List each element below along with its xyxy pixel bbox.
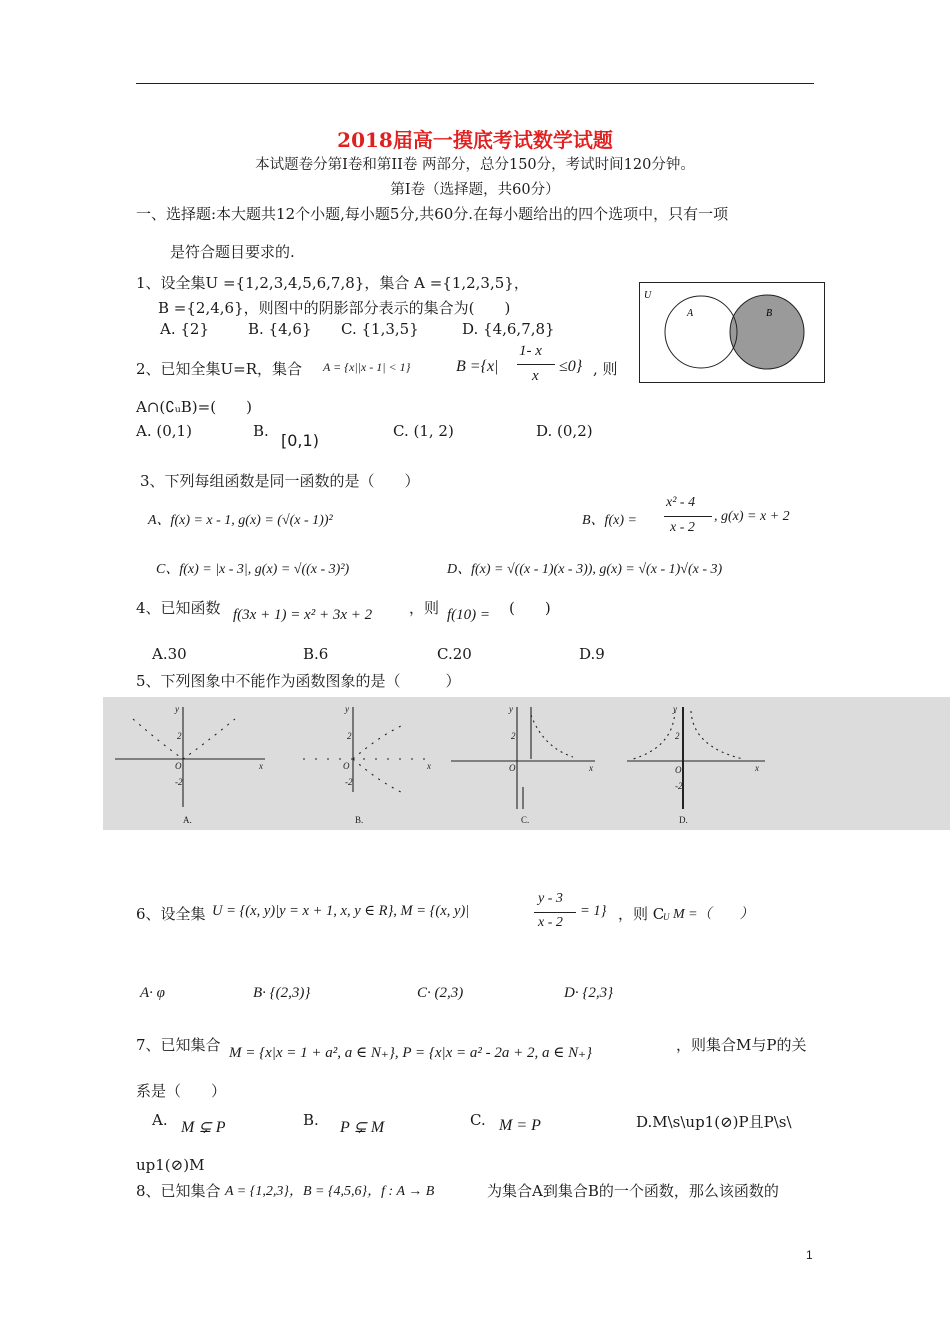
graph-b xyxy=(303,704,435,825)
q7-option-a: A. xyxy=(152,1111,168,1129)
q7-option-a-value: M ⊊ P xyxy=(181,1119,226,1136)
intro-text: 本试题卷分第Ⅰ卷和第II卷 两部分，总分150分，考试时间120分钟。 xyxy=(255,157,695,173)
q1-option-c: C. {1,3,5} xyxy=(341,320,419,338)
q7-suffix: ，则集合M与P的关 xyxy=(676,1036,807,1054)
part1-heading: 第Ⅰ卷（选择题，共60分） xyxy=(390,182,560,198)
graph-c-x-label: x xyxy=(589,763,593,773)
venn-label-a: A xyxy=(687,308,694,319)
q7-stem-line2: 系是（ ） xyxy=(136,1082,227,1100)
q6-ask-subscript: U xyxy=(663,912,670,922)
q4-paren: ( ) xyxy=(509,599,551,617)
graph-d xyxy=(627,704,765,825)
graph-a-tick-neg2: -2 xyxy=(175,777,183,787)
graph-b-tick-neg2: -2 xyxy=(345,777,353,787)
q2-frac-den: x xyxy=(532,368,539,384)
q2-stem-line2: A∩(∁ᵤB)=( ) xyxy=(136,398,252,416)
q6-prefix: 6、设全集 xyxy=(136,905,206,923)
graph-c-label: C. xyxy=(521,815,530,825)
q7-option-c: C. xyxy=(470,1111,486,1129)
graph-c-y-label: y xyxy=(509,704,513,714)
q5-graph-band xyxy=(103,697,950,830)
graph-d-tick-2: 2 xyxy=(675,731,680,741)
q3-option-b-right: , g(x) = x + 2 xyxy=(714,509,790,524)
graph-a-origin: O xyxy=(175,761,182,771)
q3-option-b-frac-bar xyxy=(664,516,712,517)
q8-prefix: 8、已知集合 xyxy=(136,1182,221,1200)
q7-option-c-value: M = P xyxy=(499,1117,541,1134)
graph-b-y-label: y xyxy=(345,704,349,714)
graph-b-tick-2: 2 xyxy=(347,731,352,741)
q4-option-d: D.9 xyxy=(579,645,605,663)
q6-option-d: D· {2,3} xyxy=(564,985,614,1001)
q1-option-a: A. {2} xyxy=(160,320,209,338)
graph-c xyxy=(451,704,595,825)
q6-ask-end: M =（ ） xyxy=(673,907,754,922)
q2-option-b-value: [0,1) xyxy=(281,431,319,450)
page-title: 2018届高一摸底考试数学试题 xyxy=(337,128,613,152)
q2-prefix: 2、已知全集U=R，集合 xyxy=(136,360,303,378)
q2-set-b-left: B ={x| xyxy=(456,358,499,375)
q3-option-b-den: x - 2 xyxy=(670,520,695,535)
q3-option-a: A、f(x) = x - 1, g(x) = (√(x - 1))² xyxy=(148,513,333,528)
graph-d-x-label: x xyxy=(755,763,759,773)
venn-circle-a xyxy=(665,296,737,368)
q8-expression: A = {1,2,3}，B = {4,5,6}，f : A → B xyxy=(225,1184,435,1199)
q6-expression: U = {(x, y)|y = x + 1, x, y ∈ R}, M = {(x, y)| xyxy=(212,903,470,919)
section1-line2: 是符合题目要求的. xyxy=(170,243,295,261)
venn-diagram xyxy=(639,282,825,383)
venn-label-u: U xyxy=(644,290,652,301)
graph-c-tick-2: 2 xyxy=(511,731,516,741)
q3-stem: 3、下列每组函数是同一函数的是（ ） xyxy=(140,472,420,490)
q1-option-d: D. {4,6,7,8} xyxy=(462,320,555,338)
graph-d-label: D. xyxy=(679,815,688,825)
q3-option-b-num: x² - 4 xyxy=(666,495,696,510)
q7-expression: M = {x|x = 1 + a², a ∈ N₊}, P = {x|x = a² - 2a + 2, a ∈ N₊} xyxy=(229,1045,593,1061)
q7-option-d-cont: up1(⊘)M xyxy=(136,1156,205,1174)
q4-option-c: C.20 xyxy=(437,645,472,663)
q2-option-c: C. (1, 2) xyxy=(393,422,454,440)
q5-stem: 5、下列图象中不能作为函数图象的是（ ） xyxy=(136,672,461,690)
q5-graphs xyxy=(103,697,950,830)
graph-a-x-label: x xyxy=(259,761,263,771)
q8-suffix: 为集合A到集合B的一个函数，那么该函数的 xyxy=(487,1182,779,1200)
q6-expression-end: = 1} xyxy=(580,903,607,919)
q4-expression: f(3x + 1) = x² + 3x + 2 xyxy=(233,607,373,623)
q6-frac-num: y - 3 xyxy=(538,891,563,906)
q4-option-b: B.6 xyxy=(303,645,329,663)
graph-a-y-label: y xyxy=(175,704,179,714)
q1-option-b: B. {4,6} xyxy=(248,320,312,338)
graph-a-label: A. xyxy=(183,815,192,825)
graph-d-tick-neg2: -2 xyxy=(675,781,683,791)
q2-option-a: A. (0,1) xyxy=(136,422,192,440)
graph-b-x-label: x xyxy=(427,761,431,771)
header-rule xyxy=(136,83,814,84)
q2-frac-num: 1- x xyxy=(519,343,542,359)
q6-ask: ，则 C xyxy=(618,905,665,923)
q2-frac-bar xyxy=(517,364,555,365)
q7-option-b-value: P ⊊ M xyxy=(340,1119,385,1136)
graph-c-origin: O xyxy=(509,763,516,773)
graph-b-label: B. xyxy=(355,815,364,825)
q6-frac-den: x - 2 xyxy=(538,915,563,930)
venn-label-b: B xyxy=(766,308,773,319)
q4-mid: ，则 xyxy=(409,599,440,617)
venn-circle-b xyxy=(730,295,804,369)
graph-a-tick-2: 2 xyxy=(177,731,182,741)
graph-d-origin: O xyxy=(675,765,682,775)
graph-d-y-label: y xyxy=(673,704,677,714)
q4-prefix: 4、已知函数 xyxy=(136,599,221,617)
q3-option-d: D、f(x) = √((x - 1)(x - 3)), g(x) = √(x - 1)√(x - 3) xyxy=(447,562,723,577)
q3-option-c: C、f(x) = |x - 3|, g(x) = √((x - 3)²) xyxy=(156,562,350,577)
graph-b-origin: O xyxy=(343,761,350,771)
section1-line1: 一、选择题:本大题共12个小题,每小题5分,共60分.在每小题给出的四个选项中，只有一项 xyxy=(136,205,729,223)
q2-set-a: A = {x||x - 1| < 1} xyxy=(323,360,411,374)
q1-stem-line1: 1、设全集U ={1,2,3,4,5,6,7,8}，集合 A ={1,2,3,5}， xyxy=(136,274,529,292)
q6-option-a: A· φ xyxy=(140,985,165,1001)
q7-prefix: 7、已知集合 xyxy=(136,1036,221,1054)
q7-option-b: B. xyxy=(303,1111,319,1129)
q7-option-d: D.M\s\up1(⊘)P且P\s\ xyxy=(636,1113,792,1131)
q1-stem-line2: B ={2,4,6}，则图中的阴影部分表示的集合为( ) xyxy=(158,299,511,317)
q6-option-c: C· (2,3) xyxy=(417,985,464,1001)
q6-frac-bar xyxy=(534,912,576,913)
q2-set-b-right: ≤0} xyxy=(559,358,583,375)
q2-option-d: D. (0,2) xyxy=(536,422,593,440)
q2-suffix: , 则 xyxy=(593,360,618,378)
q4-option-a: A.30 xyxy=(152,645,187,663)
q6-option-b: B· {(2,3)} xyxy=(253,985,311,1001)
q4-ask: f(10) = xyxy=(447,607,491,623)
graph-a xyxy=(115,704,265,825)
q3-option-b-left: B、f(x) = xyxy=(582,513,637,528)
page-number: 1 xyxy=(806,1248,813,1262)
q2-option-b: B. xyxy=(253,422,269,440)
